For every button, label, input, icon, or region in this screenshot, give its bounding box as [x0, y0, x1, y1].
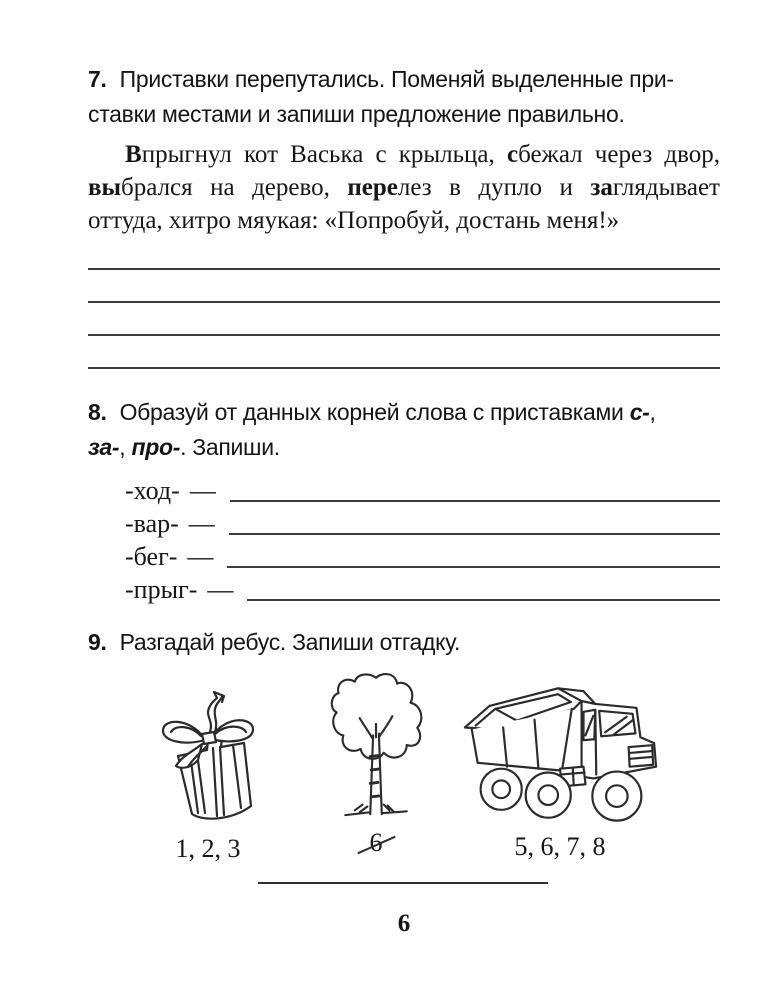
- exercise-9-number: 9.: [88, 629, 107, 655]
- answer-line: [247, 599, 720, 601]
- root-label: -прыг-: [125, 575, 198, 604]
- gift-box-illustration: [152, 690, 264, 828]
- exercise-7-instruction-line-2: ставки местами и запиши предложение правильно.: [88, 101, 625, 127]
- exercise-8-heading: [88, 395, 720, 465]
- rebus-caption-tree: 6: [369, 828, 383, 857]
- text-segment: с-: [629, 399, 650, 425]
- exercise-8-number: 8.: [88, 399, 107, 425]
- answer-line: [88, 270, 720, 303]
- text-segment: глядывает оттуда, хитро мяукая: «Попробуй, достань меня!»: [88, 174, 720, 234]
- root-row-hod: [88, 473, 720, 506]
- text-segment: ,: [119, 434, 132, 460]
- root-row-beg: [88, 539, 720, 572]
- text-segment: Образуй от данных корней слова с приставками: [119, 399, 630, 425]
- root-label: -ход-: [125, 476, 180, 505]
- dash: —: [207, 575, 234, 604]
- rebus-caption-gift: 1, 2, 3: [175, 834, 241, 863]
- text-segment: про-: [131, 434, 181, 460]
- text-segment: вы: [88, 174, 122, 201]
- dash: —: [189, 476, 216, 505]
- text-segment: с: [506, 141, 519, 168]
- exercise-7-number: 7.: [88, 66, 107, 92]
- exercise-9-instruction: Разгадай ребус. Запиши отгадку.: [119, 629, 461, 655]
- exercise-7-sentence: [88, 138, 720, 237]
- rebus-item-tree: [328, 670, 424, 858]
- root-label: -бег-: [125, 542, 178, 571]
- exercise-7-answer-lines: [88, 237, 720, 369]
- text-segment: за-: [88, 434, 120, 460]
- text-segment: брался на дерево,: [121, 174, 348, 201]
- answer-line: [88, 237, 720, 270]
- rebus-item-gift: [152, 690, 264, 864]
- text-segment: лез в дупло и: [397, 174, 591, 201]
- rebus-answer-line: [258, 882, 548, 884]
- answer-line: [230, 500, 720, 502]
- exercise-8-roots-list: [88, 473, 720, 605]
- exercise-7-instruction-line-1: Приставки перепутались. Поменяй выделенные при-: [119, 66, 674, 92]
- rebus-item-truck: [460, 678, 660, 862]
- exercise-8-instruction-line-2: [88, 434, 280, 460]
- text-segment: прыгнул кот Васька с крыльца,: [141, 141, 507, 168]
- root-row-pryg: [88, 572, 720, 605]
- text-segment: ,: [649, 399, 656, 425]
- answer-line: [227, 566, 720, 568]
- root-label: -вар-: [125, 509, 179, 538]
- text-segment: . Запиши.: [180, 434, 280, 460]
- rebus-row: [88, 670, 720, 862]
- dash: —: [188, 509, 215, 538]
- exercise-9: [88, 625, 720, 884]
- exercise-7-heading: [88, 62, 720, 132]
- text-segment: бежал через двор,: [518, 141, 720, 168]
- dump-truck-illustration: [460, 678, 660, 826]
- exercise-8-instruction-line-1: [120, 399, 656, 425]
- birch-tree-illustration: [328, 670, 424, 822]
- exercise-7: [88, 62, 720, 369]
- text-segment: пере: [347, 174, 398, 201]
- answer-line: [229, 533, 720, 535]
- rebus-caption-truck: 5, 6, 7, 8: [514, 832, 606, 861]
- dash: —: [187, 542, 214, 571]
- text-segment: за: [590, 174, 613, 201]
- exercise-8: [88, 395, 720, 605]
- answer-line: [88, 336, 720, 369]
- root-row-var: [88, 506, 720, 539]
- answer-line: [88, 303, 720, 336]
- text-segment: В: [125, 141, 142, 168]
- exercise-9-heading: [88, 625, 720, 660]
- page-number: 6: [397, 910, 411, 937]
